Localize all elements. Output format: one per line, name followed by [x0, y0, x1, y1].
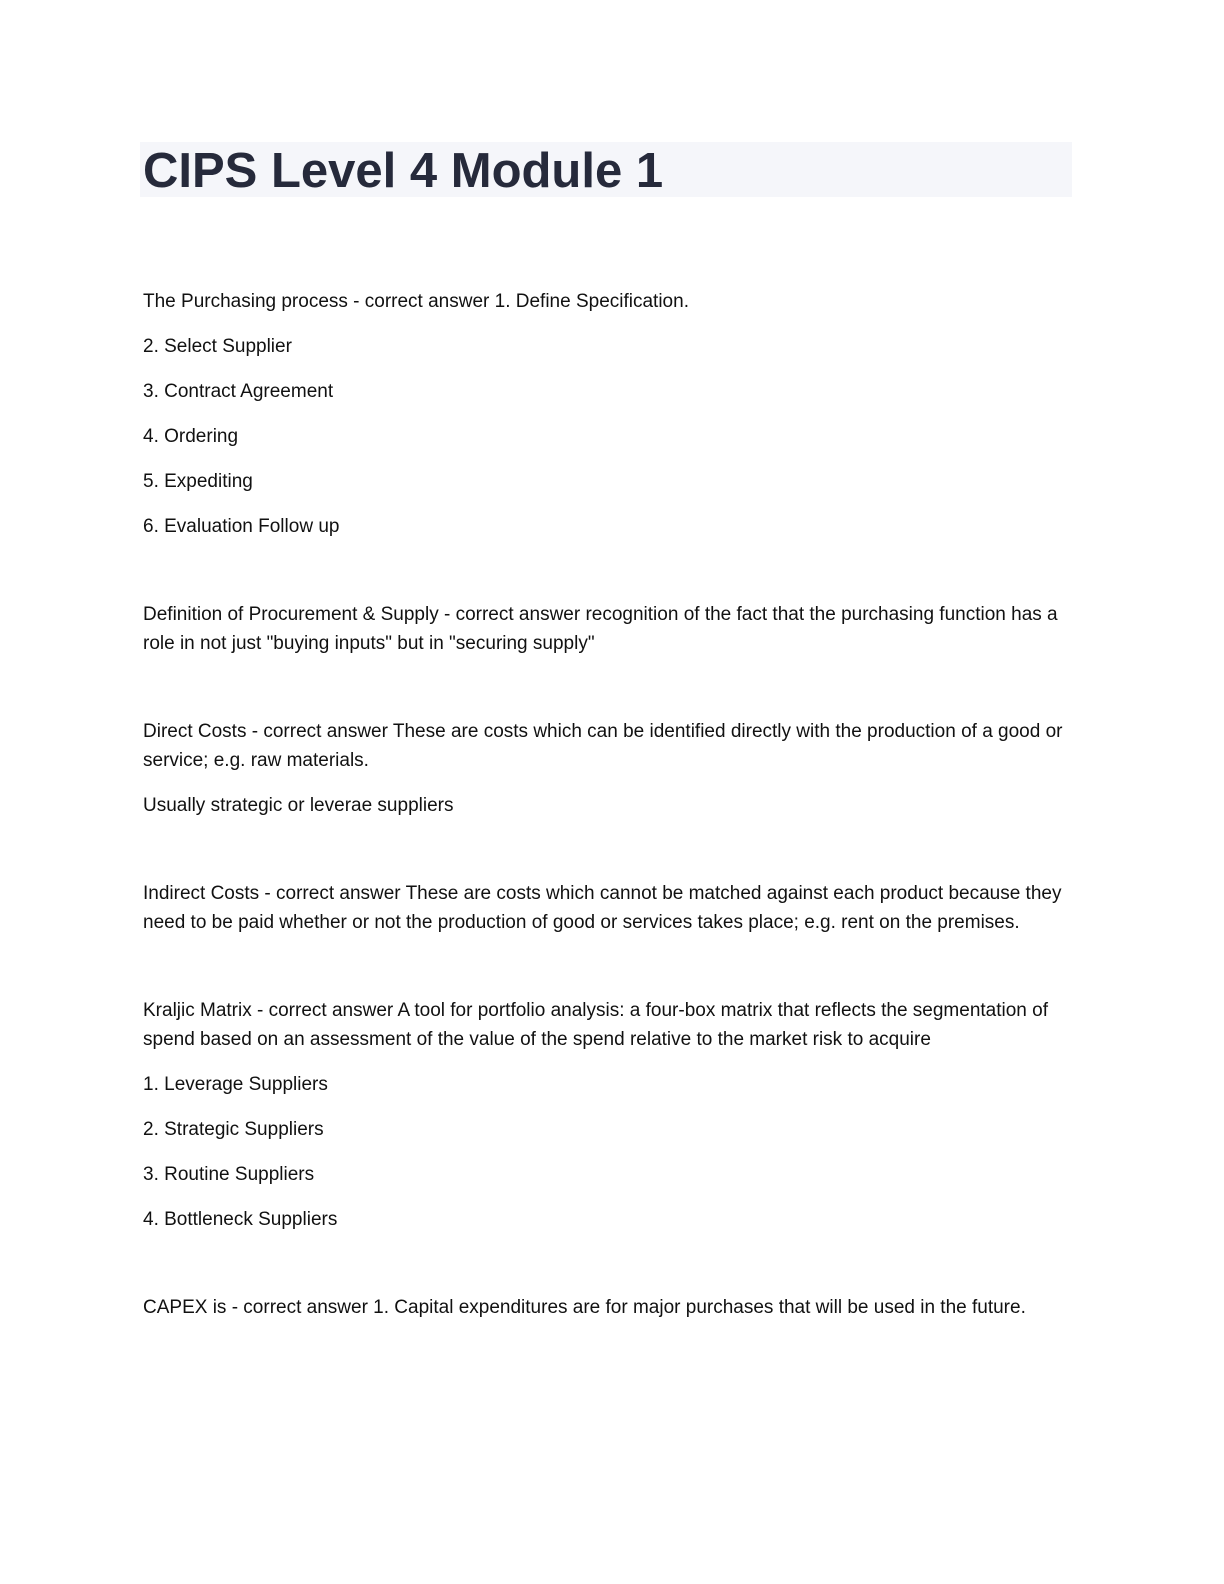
text-line: 2. Strategic Suppliers	[143, 1119, 324, 1140]
qa-entry-purchasing-process	[143, 287, 1078, 541]
text-line: Direct Costs - correct answer These are costs which can be identified directly with the production of a good or service; e.g. raw materials.	[143, 721, 1063, 771]
qa-entry-capex	[143, 1293, 1078, 1322]
text-line: 3. Routine Suppliers	[143, 1164, 315, 1185]
text-line: Usually strategic or leverae suppliers	[143, 795, 454, 816]
text-line: The Purchasing process - correct answer 1. Define Specification.	[143, 291, 689, 312]
text-line: 5. Expediting	[143, 471, 253, 492]
text-line: CAPEX is - correct answer 1. Capital expenditures are for major purchases that will be used in the future.	[143, 1297, 1026, 1318]
text-line: 3. Contract Agreement	[143, 381, 334, 402]
text-line: 2. Select Supplier	[143, 336, 292, 357]
qa-entry-direct-costs	[143, 717, 1078, 820]
qa-entry-procurement-definition	[143, 600, 1078, 658]
qa-entry-indirect-costs	[143, 879, 1078, 937]
text-line: Definition of Procurement & Supply - correct answer recognition of the fact that the purchasing function has a role in not just "buying inputs" but in "securing supply"	[143, 604, 1058, 654]
document-body	[143, 287, 1078, 1322]
text-line: Kraljic Matrix - correct answer A tool for portfolio analysis: a four-box matrix that reflects the segmentation of spend based on an assessment of the value of the spend relative to the market risk to acquire	[143, 1000, 1048, 1050]
page-title: CIPS Level 4 Module 1	[143, 144, 664, 198]
text-line: 4. Ordering	[143, 426, 239, 447]
text-line: Indirect Costs - correct answer These are costs which cannot be matched against each product because they need to be paid whether or not the production of good or services takes place; e.g. rent on the premises.	[143, 883, 1062, 933]
text-line: 1. Leverage Suppliers	[143, 1074, 328, 1095]
title-banner	[140, 142, 1072, 197]
qa-entry-kraljic-matrix	[143, 996, 1078, 1234]
text-line: 4. Bottleneck Suppliers	[143, 1209, 338, 1230]
text-line: 6. Evaluation Follow up	[143, 516, 340, 537]
